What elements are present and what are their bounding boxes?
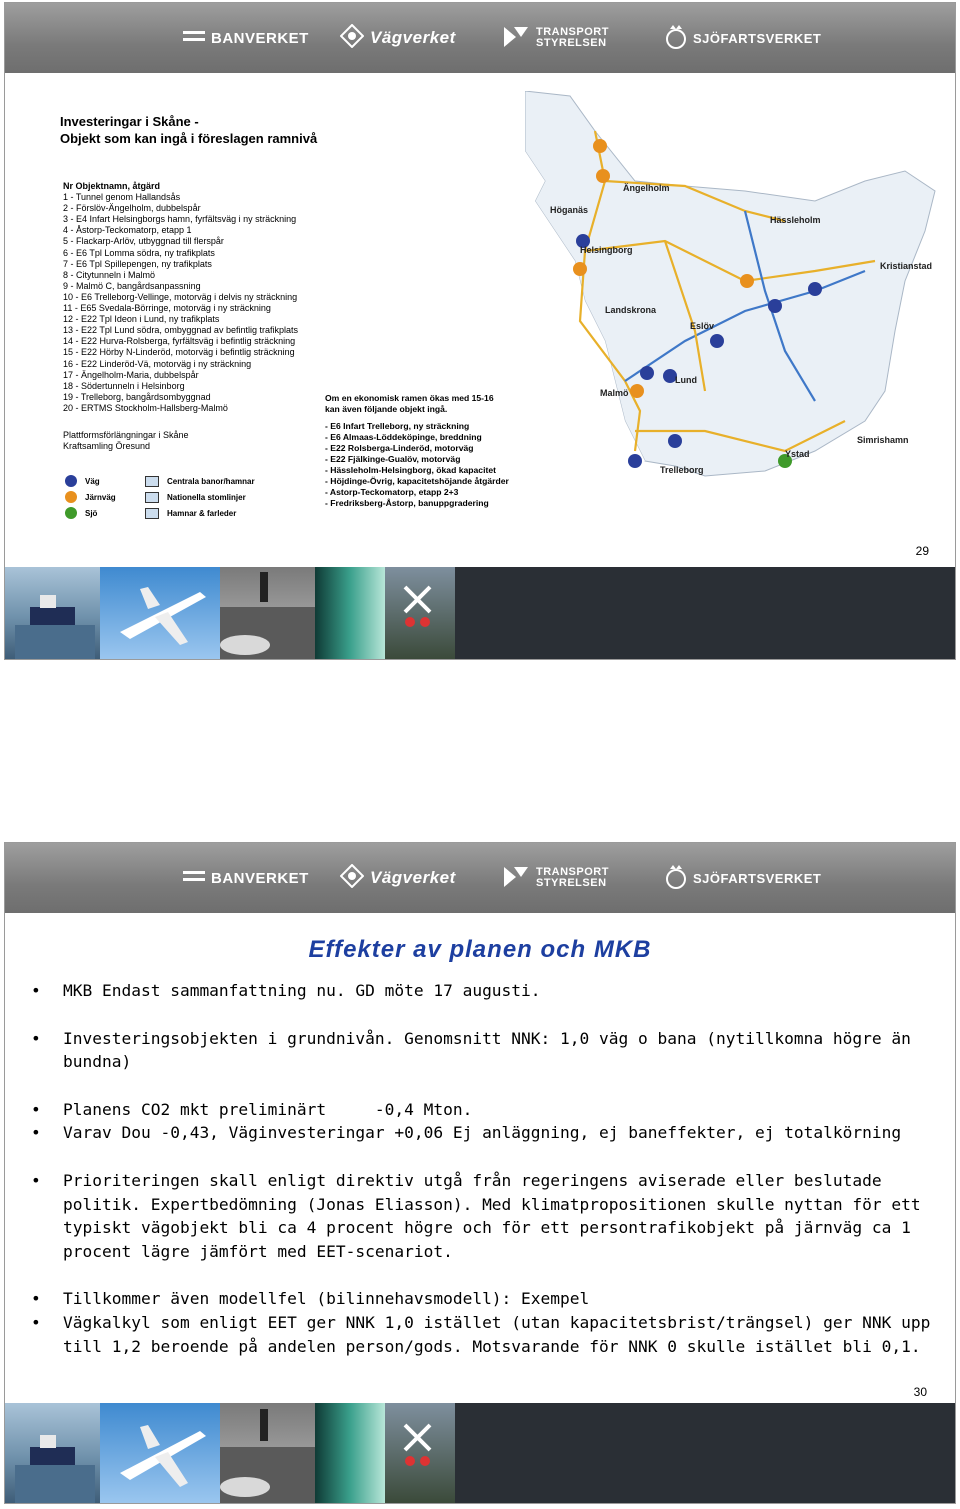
object-list-item: 6 - E6 Tpl Lomma södra, ny trafikplats [63, 247, 215, 258]
legend-desc: Centrala banor/hamnar [167, 476, 255, 486]
place-label: Hässleholm [770, 215, 821, 225]
title-line-2: Objekt som kan ingå i föreslagen ramnivå [60, 131, 318, 146]
additional-object-item: - Hässleholm-Helsingborg, ökad kapacitet [325, 465, 496, 475]
object-list [63, 181, 333, 414]
object-list-item: 4 - Åstorp-Teckomatorp, etapp 1 [63, 225, 192, 236]
place-label: Lund [675, 375, 697, 385]
legend-label: Sjö [85, 508, 98, 518]
place-label: Trelleborg [660, 465, 704, 475]
bullet-text: MKB Endast sammanfattning nu. GD möte 17 augusti. [63, 981, 541, 1000]
place-label: Ängelholm [623, 183, 670, 193]
place-label: Eslöv [690, 321, 715, 331]
object-list-item: 20 - ERTMS Stockholm-Hallsberg-Malmö [63, 402, 228, 413]
plattform-line-2: Kraftsamling Öresund [63, 441, 151, 451]
bullet-text: Varav Dou -0,43, Väginvesteringar +0,06 Ej anläggning, ej baneffekter, ej totalkörning [63, 1123, 902, 1143]
banverket-mark-icon [183, 29, 205, 47]
banverket-logo [183, 863, 309, 893]
legend-swatch-icon [145, 492, 159, 503]
transportstyrelsen-mark-icon [502, 865, 530, 892]
legend-dot-icon [65, 491, 77, 503]
additional-object-item: - Höjdinge-Övrig, kapacitetshöjande åtgärder [325, 476, 509, 486]
legend-swatch-icon [145, 476, 159, 487]
object-list-item: 12 - E22 Tpl Ideon i Lund, ny trafikplats [63, 314, 220, 325]
photo-strip [5, 567, 955, 659]
legend-row [65, 473, 255, 489]
rail-crossing-photo [385, 567, 455, 659]
object-list-header: Nr Objektnamn, åtgärd [63, 181, 161, 191]
bullet-text: Investeringsobjekten i grundnivån. Genomsnitt NNK: 1,0 väg o bana (nytillkomna högre än bundna) [63, 1028, 911, 1072]
airplane-photo [100, 1403, 220, 1503]
additional-object-item: - E6 Almaas-Löddeköpinge, breddning [325, 432, 482, 442]
legend-label: Väg [85, 476, 100, 486]
additional-object-item: - E22 Rolsberga-Linderöd, motorväg [325, 443, 474, 453]
logo-text: BANVERKET [211, 869, 309, 887]
train-photo [315, 1403, 385, 1503]
bullet-text: Tillkommer även modellfel (bilinnehavsmodell): Exempel [63, 1289, 590, 1309]
logo-text: SJÖFARTSVERKET [693, 870, 822, 886]
slide-title [60, 113, 317, 147]
logo-text: SJÖFARTSVERKET [693, 30, 822, 46]
title-line-1: Investeringar i Skåne - [60, 114, 199, 129]
bullet-icon: • [31, 1170, 41, 1190]
logo-text: BANVERKET [211, 29, 309, 47]
additional-object-item: - E22 Fjälkinge-Gualöv, motorväg [325, 454, 461, 464]
object-list-item: 8 - Citytunneln i Malmö [63, 269, 156, 280]
page-number: 29 [915, 544, 929, 558]
additional-objects-list [325, 393, 625, 509]
crown-emblem-icon [665, 24, 687, 53]
place-label: Höganäs [550, 205, 589, 215]
object-list-item: 18 - Södertunneln i Helsinborg [63, 380, 185, 391]
place-label: Landskrona [605, 305, 657, 315]
legend-desc: Hamnar & farleder [167, 508, 237, 518]
place-label: Ystad [785, 449, 810, 459]
legend-dot-icon [65, 507, 77, 519]
banverket-logo [183, 23, 309, 53]
legend-row [65, 505, 255, 521]
legend-swatch-icon [145, 508, 159, 519]
sjofartsverket-logo [665, 23, 821, 53]
object-list-item: 1 - Tunnel genom Hallandsås [63, 192, 181, 203]
plattform-line-1: Plattformsförlängningar i Skåne [63, 430, 189, 440]
additional-object-item: - Astorp-Teckomatorp, etapp 2+3 [325, 487, 459, 497]
bullet-text: Vägkalkyl som enligt EET ger NNK 1,0 istället (utan kapacitetsbrist/trängsel) ger NNK upp till 1,2 beroende på andelen person/gods. Motsvarande för NNK 0 skulle istället bli 0,1. [63, 1312, 931, 1356]
additional-object-item: - E6 Infart Trelleborg, ny sträckning [325, 421, 470, 431]
bullet-text: Planens CO2 mkt preliminärt -0,4 Mton. [63, 1099, 473, 1119]
footer-fill [455, 567, 956, 659]
vagverket-mark-icon [340, 864, 364, 892]
legend-row [65, 489, 255, 505]
map-legend [65, 473, 255, 521]
bullet-item [29, 1311, 939, 1358]
vagverket-logo [340, 863, 456, 893]
bullet-icon: • [31, 1099, 41, 1119]
bullet-item [29, 1287, 939, 1311]
airplane-photo [100, 567, 220, 659]
object-list-item: 10 - E6 Trelleborg-Vellinge, motorväg i delvis ny sträckning [63, 291, 298, 302]
additional-object-item: - Fredriksberg-Åstorp, banuppgradering [325, 498, 489, 508]
ship-photo [5, 1403, 100, 1503]
legend-desc: Nationella stomlinjer [167, 492, 246, 502]
place-label: Helsingborg [580, 245, 633, 255]
transportstyrelsen-logo [502, 863, 621, 893]
object-list-item: 13 - E22 Tpl Lund södra, ombyggnad av befintlig trafikplats [63, 325, 298, 336]
object-list-item: 15 - E22 Hörby N-Linderöd, motorväg i befintlig sträckning [63, 347, 295, 358]
rail-crossing-photo [385, 1403, 455, 1503]
place-label: Malmö [600, 388, 629, 398]
object-list-item: 2 - Förslöv-Ängelholm, dubbelspår [63, 203, 201, 214]
place-label: Simrishamn [857, 435, 909, 445]
bullet-icon: • [31, 1289, 41, 1309]
bullet-item [29, 1098, 939, 1122]
banverket-mark-icon [183, 869, 205, 887]
object-list-item: 5 - Flackarp-Arlöv, utbyggnad till flerspår [63, 236, 224, 247]
object-list-item: 7 - E6 Tpl Spillepengen, ny trafikplats [63, 258, 212, 269]
bullet-item [29, 1121, 939, 1145]
pedestrian-photo [220, 567, 315, 659]
ship-photo [5, 567, 100, 659]
page-number: 30 [913, 1385, 927, 1399]
object-list-item: 9 - Malmö C, bangårdsanpassning [63, 280, 201, 291]
logo-text: TRANSPORT STYRELSEN [536, 866, 609, 889]
legend-dot-icon [65, 475, 77, 487]
additional-object-item: kan även följande objekt ingå. [325, 404, 448, 414]
transportstyrelsen-logo [502, 23, 621, 53]
object-list-item: 14 - E22 Hurva-Rolsberga, fyrfältsväg i befintlig sträckning [63, 336, 296, 347]
slide-30 [4, 842, 956, 1504]
bullet-list [29, 979, 939, 1358]
crown-emblem-icon [665, 864, 687, 893]
logo-header [5, 3, 955, 73]
legend-label: Järnväg [85, 492, 116, 502]
bullet-icon: • [31, 1028, 41, 1048]
bullet-icon: • [31, 981, 41, 1000]
object-list-item: 19 - Trelleborg, bangårdsombyggnad [63, 391, 211, 402]
bullet-icon: • [31, 1312, 41, 1332]
photo-strip [5, 1403, 955, 1503]
sjofartsverket-logo [665, 863, 821, 893]
bullet-item [29, 1169, 939, 1263]
object-list-item: 3 - E4 Infart Helsingborgs hamn, fyrfältsväg i ny sträckning [63, 214, 297, 225]
additional-object-item: Om en ekonomisk ramen ökas med 15-16 [325, 393, 494, 403]
slide-29 [4, 2, 956, 660]
logo-text: TRANSPORT STYRELSEN [536, 26, 609, 49]
logo-text: Vägverket [370, 28, 456, 47]
train-photo [315, 567, 385, 659]
place-label: Kristianstad [880, 261, 933, 271]
bullet-text: Prioriteringen skall enligt direktiv utgå från regeringens aviserade eller beslutade politik. Expertbedömning (Jonas Eliasson). Med klimatpropositionen skulle nyttan för ett typiskt vägobjekt bli ca 4 procent högre och för ett persontrafikobjekt på järnväg ca 1 procent lägre jämfört med EET-scenariot. [63, 1170, 921, 1261]
plattform-note [63, 430, 189, 452]
bullet-item [29, 979, 939, 1003]
pedestrian-photo [220, 1403, 315, 1503]
slide-title: Effekter av planen och MKB [308, 936, 652, 963]
vagverket-mark-icon [340, 24, 364, 52]
logo-header [5, 843, 955, 913]
object-list-item: 16 - E22 Linderöd-Vä, motorväg i ny sträckning [63, 358, 252, 369]
bullet-icon: • [31, 1123, 41, 1143]
vagverket-logo [340, 23, 456, 53]
transportstyrelsen-mark-icon [502, 25, 530, 52]
object-list-item: 11 - E65 Svedala-Börringe, motorväg i ny sträckning [63, 303, 271, 314]
object-list-item: 17 - Ängelholm-Maria, dubbelspår [63, 369, 199, 380]
logo-text: Vägverket [370, 868, 456, 887]
bullet-item [29, 1027, 939, 1074]
